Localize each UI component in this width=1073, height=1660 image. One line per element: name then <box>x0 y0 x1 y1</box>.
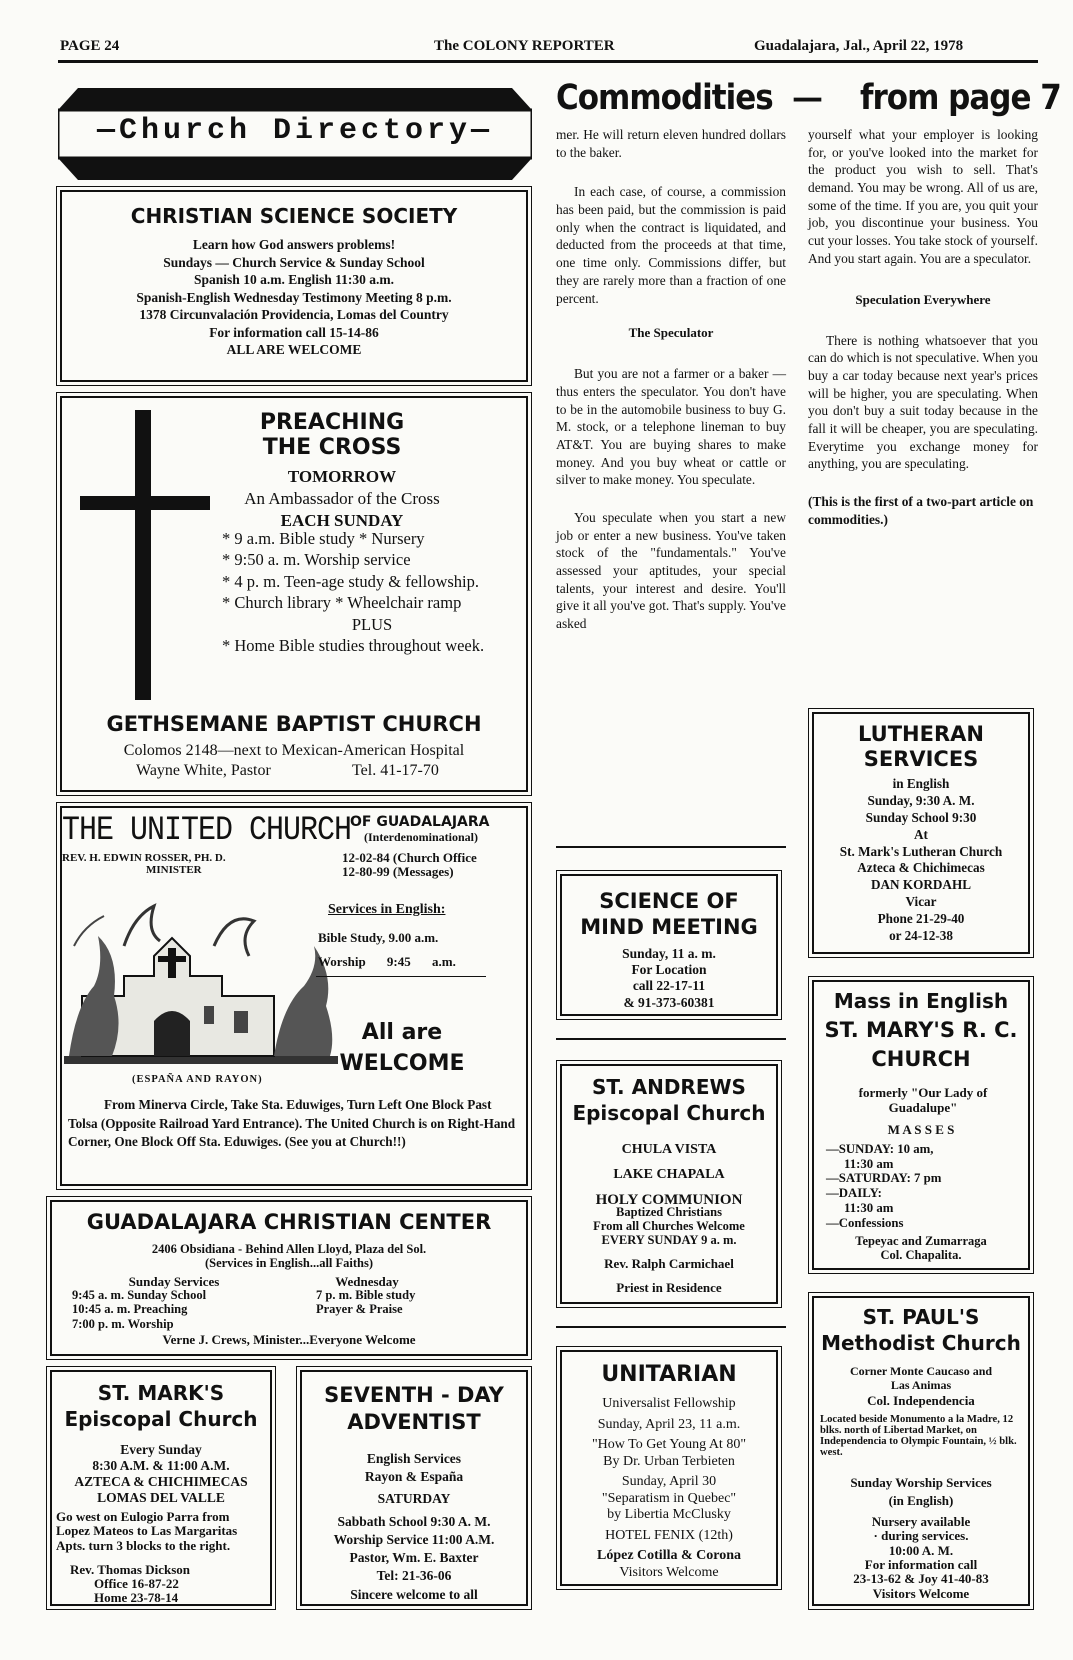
dateline: Guadalajara, Jal., April 22, 1978 <box>754 38 964 54</box>
ad-line: (in English) <box>888 1492 954 1508</box>
ad-line: CHULA VISTA <box>621 1142 717 1157</box>
location-note: Located beside Monumento a la Madre, 12 blks. north of Libertad Market, on Independencia to Olympic Fountain, ½ blk. west. <box>820 1414 1017 1459</box>
office-phone: Office 16-87-22 <box>94 1576 179 1591</box>
ad-line: LAKE CHAPALA <box>613 1166 725 1182</box>
ad-line: St. Mark's Lutheran Church <box>839 843 1003 859</box>
schedule-line: 9:45 a. m. Sunday School <box>72 1288 207 1302</box>
ad-title: Episcopal Church <box>64 1407 258 1431</box>
ad-line: DAN KORDAHL <box>870 877 971 893</box>
ad-line: EVERY SUNDAY 9 a. m. <box>601 1232 737 1247</box>
lutheran-ad <box>812 712 1030 954</box>
ad-title: SEVENTH - DAY <box>324 1383 504 1407</box>
ad-title: ST. ANDREWS <box>592 1075 746 1099</box>
phone-line: 12-80-99 (Messages) <box>342 864 454 879</box>
ad-line: 11:30 am <box>844 1156 894 1171</box>
ambassador-line: An Ambassador of the Cross <box>244 489 440 509</box>
ad-title: PREACHING <box>259 410 405 435</box>
ad-title: SCIENCE OF <box>599 889 739 913</box>
ad-line: or 24-12-38 <box>889 928 953 944</box>
church-directory-banner <box>58 88 532 180</box>
ad-line: —DAILY: <box>826 1186 882 1201</box>
column-rule <box>556 1038 786 1040</box>
st-pauls-ad <box>812 1296 1030 1606</box>
ad-line: Worship Service 11:00 A.M. <box>333 1531 495 1547</box>
ad-line: —SATURDAY: 7 pm <box>826 1171 942 1186</box>
worship-heading: Sunday Worship Services <box>850 1475 992 1490</box>
ad-line: Tel: 21-36-06 <box>376 1568 452 1584</box>
ad-line: Sunday, 11 a. m. <box>622 946 716 961</box>
unitarian-ad <box>560 1350 778 1586</box>
ad-title: LUTHERAN <box>858 722 984 746</box>
article-subhead: Speculation Everywhere <box>855 291 991 307</box>
ad-line: Visitors Welcome <box>872 1585 970 1601</box>
ad-line: Sincere welcome to all <box>350 1586 478 1602</box>
ad-subtitle: OF GUADALAJARA <box>350 814 490 830</box>
ad-line: 8:30 A.M. & 11:00 A.M. <box>92 1457 230 1473</box>
service-item: * 9:50 a. m. Worship service <box>222 550 411 570</box>
st-marys-ad <box>812 980 1030 1270</box>
ad-line: Rayon & España <box>364 1469 464 1485</box>
ad-line: 23-13-62 & Joy 41-40-83 <box>853 1571 989 1587</box>
masses-heading: M A S S E S <box>887 1122 955 1137</box>
article-paragraph: mer. He will return eleven hundred dollars to the baker. <box>556 127 786 160</box>
ad-line: LOMAS DEL VALLE <box>97 1489 225 1505</box>
ad-line: Sunday, April 30 <box>621 1474 717 1490</box>
minister-role: MINISTER <box>146 864 202 876</box>
article-paragraph: You speculate when you start a new job or enter a new business. You've taken stock of the "fundamentals." You've assessed your aptitudes, your special talents, your interest and desire. You'll give it all you've got. That's supply. You've asked <box>556 510 786 632</box>
ad-line: Azteca & Chichimecas <box>857 860 985 876</box>
ad-line: Pastor, Wm. E. Baxter <box>349 1550 479 1566</box>
united-church-ad <box>60 806 528 1186</box>
ad-line: 1378 Circunvalación Providencia, Lomas del Country <box>139 307 449 323</box>
page-number: PAGE 24 <box>60 38 120 54</box>
ad-line: Tepeyac and Zumarraga <box>855 1234 987 1248</box>
ad-title: Methodist Church <box>821 1331 1021 1355</box>
ad-line: "Separatism in Quebec" <box>601 1490 737 1506</box>
article-column-1 <box>556 126 786 647</box>
ad-title: ADVENTIST <box>347 1410 481 1435</box>
phone-line: 12-02-84 (Church Office <box>342 850 477 865</box>
ad-line: ALL ARE WELCOME <box>226 342 362 358</box>
science-of-mind-ad <box>560 874 778 1016</box>
ad-line: Nursery available <box>871 1514 971 1530</box>
ad-title: Episcopal Church <box>572 1101 766 1125</box>
gethsemane-baptist-ad <box>60 396 528 792</box>
pastor-name: Rev. Thomas Dickson <box>70 1562 191 1577</box>
article-note: (This is the first of a two-part article on commodities.) <box>808 494 1034 527</box>
ad-line: Sunday School 9:30 <box>865 809 977 825</box>
schedule-line: 7:00 p. m. Worship <box>72 1316 174 1331</box>
directory-title: —Church Directory— <box>96 114 494 148</box>
ad-title: ST. PAUL'S <box>862 1305 980 1329</box>
column-rule <box>556 846 786 848</box>
service-item: * 9 a.m. Bible study * Nursery <box>222 529 425 548</box>
ad-line: Spanish 10 a.m. English 11:30 a.m. <box>194 272 394 288</box>
ad-line: López Cotilla & Corona <box>596 1548 741 1564</box>
wednesday-heading: Wednesday <box>335 1274 399 1289</box>
cross-icon <box>80 410 210 700</box>
ad-line: Sabbath School 9:30 A. M. <box>337 1513 491 1529</box>
christian-science-ad <box>60 190 528 382</box>
ad-line: · during services. <box>873 1528 969 1544</box>
ad-line: Phone 21-29-40 <box>877 911 965 927</box>
ad-line: For Location <box>631 962 707 978</box>
home-phone: Home 23-78-14 <box>94 1590 179 1605</box>
ad-note: (Services in English...all Faiths) <box>204 1256 374 1270</box>
church-address: Colomos 2148—next to Mexican-American Hospital <box>123 742 465 759</box>
ad-line: 10:00 A. M. <box>888 1542 954 1558</box>
ad-line: 11:30 am <box>844 1200 894 1215</box>
ad-line: Learn how God answers problems! <box>192 237 396 252</box>
tomorrow-label: TOMORROW <box>287 467 397 486</box>
ad-title: CHURCH <box>871 1046 971 1071</box>
ad-line: in English <box>892 776 950 791</box>
column-rule <box>556 1326 786 1328</box>
article-paragraph: But you are not a farmer or a baker —thus enters the speculator. You don't have to be in the automobile business to buy G. M. stock, or a telephone lineman to buy AT&T. You are buying shares to make money. And you buy wheat or cattle or silver to make money. You speculate. <box>556 366 786 488</box>
plus-label: PLUS <box>351 614 393 634</box>
article-column-2 <box>808 126 1038 528</box>
header-rule <box>58 60 1038 63</box>
christian-center-ad <box>50 1200 528 1356</box>
ad-line: & 91-373-60381 <box>623 994 715 1010</box>
pastor-name: Wayne White, Pastor <box>136 762 271 779</box>
ad-line: English Services <box>366 1451 462 1466</box>
all-are-label: All are <box>361 1020 443 1045</box>
welcome-label: WELCOME <box>339 1050 465 1076</box>
ad-line: SATURDAY <box>377 1491 451 1507</box>
ad-line: Sundays — Church Service & Sunday School <box>163 254 425 270</box>
ad-title: MIND MEETING <box>580 915 758 940</box>
directions-text: From Minerva Circle, Take Sta. Eduwiges, Turn Left One Block Past Tolsa (Opposite Railroad Yard Entrance). The United Church is on Right-Hand Corner, One Block Off Sta. Eduwiges. (See you at Church!!) <box>68 1097 516 1150</box>
ad-line: Sunday, April 23, 11 a.m. <box>597 1416 741 1432</box>
ad-line: by Libertia McClusky <box>607 1507 731 1523</box>
rector-name: Rev. Ralph Carmichael <box>604 1256 734 1271</box>
ad-line: For information call 15-14-86 <box>209 324 379 340</box>
ad-line: Vicar <box>905 894 937 910</box>
church-name: GETHSEMANE BAPTIST CHURCH <box>106 712 482 736</box>
ad-line: Spanish-English Wednesday Testimony Meeting 8 p.m. <box>136 289 452 305</box>
article-paragraph: There is nothing whatsoever that you can do which is not speculative. When you buy a car today because next year's prices will be higher, you are speculating. When you don't buy a suit today because in the fall it will be cheaper, you are speculating. Everytime you exchange money for anything, you are speculating. <box>808 332 1038 472</box>
minister-name: REV. H. EDWIN ROSSER, PH. D. <box>62 852 226 864</box>
ad-title: THE UNITED CHURCH <box>62 811 352 851</box>
ad-line: Universalist Fellowship <box>602 1396 736 1411</box>
ad-title: ST. MARY'S R. C. <box>824 1017 1018 1042</box>
schedule-line: 10:45 a. m. Preaching <box>72 1302 188 1317</box>
ad-title: CHRISTIAN SCIENCE SOCIETY <box>130 204 458 228</box>
ad-line: Visitors Welcome <box>619 1564 719 1580</box>
service-item: * 4 p. m. Teen-age study & fellowship. <box>222 571 479 591</box>
ad-title: GUADALAJARA CHRISTIAN CENTER <box>86 1210 492 1234</box>
rector-role: Priest in Residence <box>616 1280 722 1295</box>
formerly-line: formerly "Our Lady of Guadalupe" <box>858 1085 988 1115</box>
ad-subtitle: (Interdenominational) <box>364 830 478 844</box>
directions-text: Go west on Eulogio Parra from Lopez Mateos to Las Margaritas Apts. turn 3 blocks to the right. <box>56 1509 238 1553</box>
ad-line: Las Animas <box>890 1378 952 1393</box>
ad-footer: Verne J. Crews, Minister...Everyone Welcome <box>162 1332 416 1347</box>
article-dash: — <box>792 80 823 116</box>
article-continued: from page 7 <box>860 77 1061 119</box>
schedule-line: Prayer & Praise <box>316 1302 403 1317</box>
ad-title: THE CROSS <box>262 435 402 461</box>
ad-line: Every Sunday <box>120 1442 202 1457</box>
service-item: * Church library * Wheelchair ramp <box>222 593 462 613</box>
ad-title: ST. MARK'S <box>97 1381 225 1405</box>
st-andrews-ad <box>560 1064 778 1304</box>
article-subhead: The Speculator <box>628 325 714 341</box>
article-title: Commodities <box>556 77 773 119</box>
ad-line: Sunday, 9:30 A. M. <box>867 792 975 808</box>
bible-study-time: Bible Study, 9.00 a.m. <box>318 930 439 945</box>
ad-line: HOLY COMMUNION <box>595 1192 743 1208</box>
article-paragraph: In each case, of course, a commission has been paid, but the commission is paid only when the contract is liquidated, and deducted from the proceeds at that time, one time only. Commissions differ, but they are rarely more than a fraction of one percent. <box>556 184 786 306</box>
ad-address: 2406 Obsidiana - Behind Allen Lloyd, Plaza del Sol. <box>151 1242 427 1256</box>
ad-line: call 22-17-11 <box>632 978 706 994</box>
ad-line: Corner Monte Caucaso and <box>849 1364 993 1378</box>
ad-line: For information call <box>864 1556 978 1572</box>
ad-line: AZTECA & CHICHIMECAS <box>74 1473 248 1489</box>
ad-line: At <box>914 826 928 842</box>
st-marks-ad <box>50 1370 272 1606</box>
schedule-line: 7 p. m. Bible study <box>316 1288 416 1302</box>
each-sunday-label: EACH SUNDAY <box>280 511 404 531</box>
illustration-caption: (ESPAÑA AND RAYON) <box>132 1074 263 1085</box>
ad-line: —Confessions <box>826 1215 904 1230</box>
article-paragraph: yourself what your employer is looking for, or you've looked into the market for the product you wish to sell. That's demand. You may be wrong. All of us are, some of the time. If you are, you quit your job, you discontinue your business. You cut your losses. You take stock of yourself. And you start again. You are a speculator. <box>808 127 1038 266</box>
ad-line: "How To Get Young At 80" <box>591 1437 747 1453</box>
ad-line: By Dr. Urban Terbieten <box>603 1453 735 1469</box>
worship-time: Worship 9:45 a.m. <box>318 954 456 969</box>
service-item: * Home Bible studies throughout week. <box>222 636 485 656</box>
sunday-heading: Sunday Services <box>128 1274 220 1289</box>
ad-title: SERVICES <box>863 747 979 772</box>
ad-line: —SUNDAY: 10 am, <box>826 1142 934 1156</box>
ad-line: Baptized Christians <box>616 1205 722 1219</box>
ad-title: UNITARIAN <box>601 1362 737 1387</box>
ad-line: From all Churches Welcome <box>593 1218 745 1233</box>
adventist-ad <box>300 1370 528 1606</box>
ad-line: Col. Chapalita. <box>880 1248 962 1263</box>
newspaper-name: The COLONY REPORTER <box>434 38 615 54</box>
ad-line: HOTEL FENIX (12th) <box>605 1527 733 1543</box>
services-heading: Services in English: <box>328 902 446 917</box>
ad-title: Mass in English <box>833 989 1009 1013</box>
church-phone: Tel. 41-17-70 <box>352 762 439 779</box>
ad-line: Col. Independencia <box>867 1392 975 1408</box>
church-building-illustration <box>64 886 338 1064</box>
